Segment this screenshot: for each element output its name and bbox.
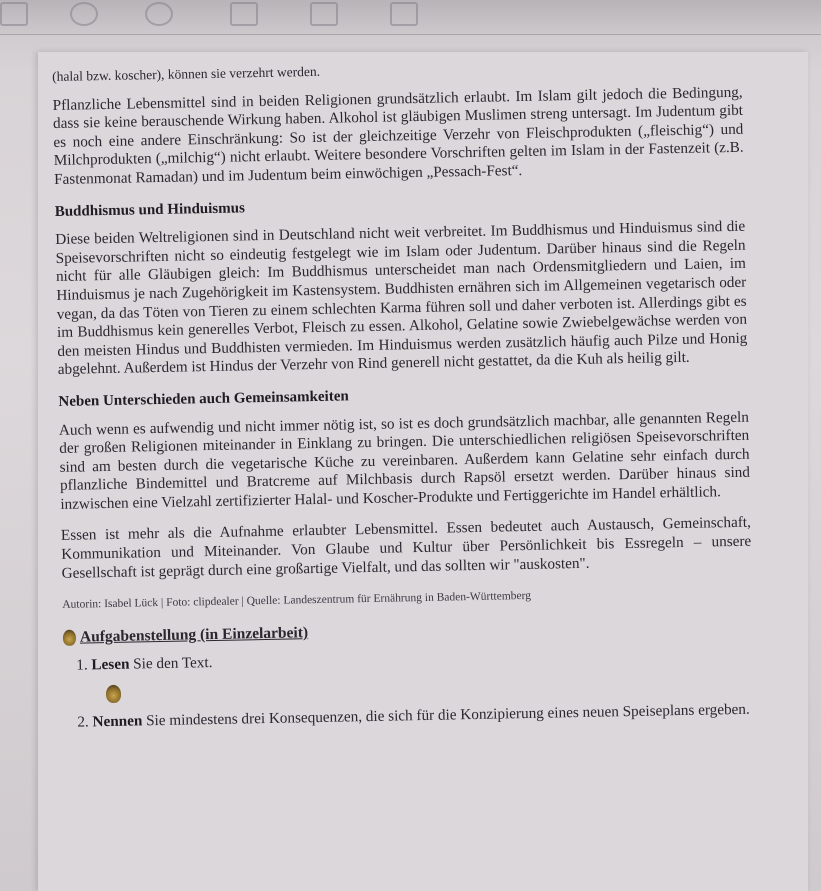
paragraph-common-2: Essen ist mehr als die Aufnahme erlaubter Lebensmittel. Essen bedeutet auch Austausch, Gemeinschaft, Kommunikation und Miteinander. Von Glaube und Kultur über Persönlichkeit bis Essregeln – unsere Gesellschaft ist geprägt durch eine großartige Vielfalt, und das sollten wir "auskosten".: [60, 514, 752, 582]
intro-line: (halal bzw. koscher), können sie verzehrt werden.: [52, 63, 321, 84]
shape-icon[interactable]: [310, 2, 338, 26]
paragraph-religions: Pflanzliche Lebensmittel sind in beiden Religionen grundsätzlich erlaubt. Im Islam gilt jedoch die Bedingung, dass sie keine berauschende Wirkung haben. Alkohol ist gläubigen Muslimen streng untersagt. Im Judentum gibt es noch eine andere Einschränkung: So ist der gleichzeitige Verzehr von Fleischprodukten („fleischig“) und Milchprodukten („milchig“) nicht erlaubt. Weitere besondere Vorschriften gelten im Islam in der Fastenzeit (z.B. Fastenmonat Ramadan) und im Judentum beim einwöchigen „Pessach-Fest“.: [52, 83, 744, 188]
task-list: [63, 644, 754, 732]
task-icon: [63, 630, 76, 646]
task-item-1: [91, 644, 753, 675]
star-icon[interactable]: [145, 2, 173, 26]
task-title: Aufgabenstellung (in Einzelarbeit): [79, 624, 309, 646]
heading-buddhism: Buddhismus und Hinduismus: [54, 199, 245, 220]
document-content: [52, 55, 755, 743]
emoji-icon[interactable]: [70, 2, 98, 26]
toolbar-icon-6[interactable]: [390, 2, 418, 26]
paragraph-common-1: Auch wenn es aufwendig und nicht immer nötig ist, so ist es doch grundsätzlich machbar, alle genannten Regeln der großen Religionen miteinander in Einklang zu bringen. Die unterschiedlichen religiösen Speisevorschriften sind am besten durch die vegetarische Küche zu vereinbaren. Außerdem kann Gelatine sehr einfach durch pflanzliche Bindemittel und Bratcreme auf Milchbasis durch Rapsöl ersetzt werden. Darüber hinaus sind inzwischen eine Vielzahl zertifizierter Halal- und Koscher-Produkte und Fertiggerichte im Handel erhältlich.: [58, 408, 751, 513]
credit-line: Autorin: Isabel Lück | Foto: clipdealer | Quelle: Landeszentrum für Ernährung in Baden-Württemberg: [62, 590, 532, 612]
browser-toolbar: [0, 0, 821, 35]
task-header: [63, 615, 753, 647]
task-item-2: [92, 701, 754, 732]
paragraph-buddhism: Diese beiden Weltreligionen sind in Deutschland nicht weit verbreitet. Im Buddhismus und Hinduismus sind die Speisevorschriften nicht so eindeutig festgelegt wie im Islam oder Judentum. Darüber hinaus sind die Regeln nicht für alle Gläubigen gleich: Im Buddhismus unterscheidet man nach Ordensmitgliedern und Laien, im Hinduismus je nach Zugehörigkeit im Kastensystem. Buddhisten ernähren sich im Allgemeinen vegetarisch oder vegan, da das Töten von Tieren zu einem schlechten Karma führen soll und daher verboten ist. Allerdings gibt es im Buddhismus kein generelles Verbot, Fleisch zu essen. Alkohol, Gelatine sowie Zwiebelgewächse werden von den meisten Hindus und Buddhisten vermieden. Im Hinduismus werden zusätzlich häufig auch Pilze und Honig abgelehnt. Außerdem ist Hindus der Verzehr von Rind generell nicht gestattet, da die Kuh als heilig gilt.: [55, 217, 748, 379]
task-item-1-text: Sie den Text.: [129, 654, 213, 674]
image-icon[interactable]: [230, 2, 258, 26]
task-item-2-icon: [106, 685, 121, 703]
task-item-2-verb: Nennen: [92, 712, 143, 731]
toolbar-icon-1[interactable]: [0, 2, 28, 26]
task-item-1-verb: Lesen: [91, 656, 130, 674]
task-item-2-text: Sie mindestens drei Konsequenzen, die sich für die Konzipierung eines neuen Speiseplans ergeben.: [142, 700, 750, 730]
heading-common: Neben Unterschieden auch Gemeinsamkeiten: [58, 388, 349, 410]
